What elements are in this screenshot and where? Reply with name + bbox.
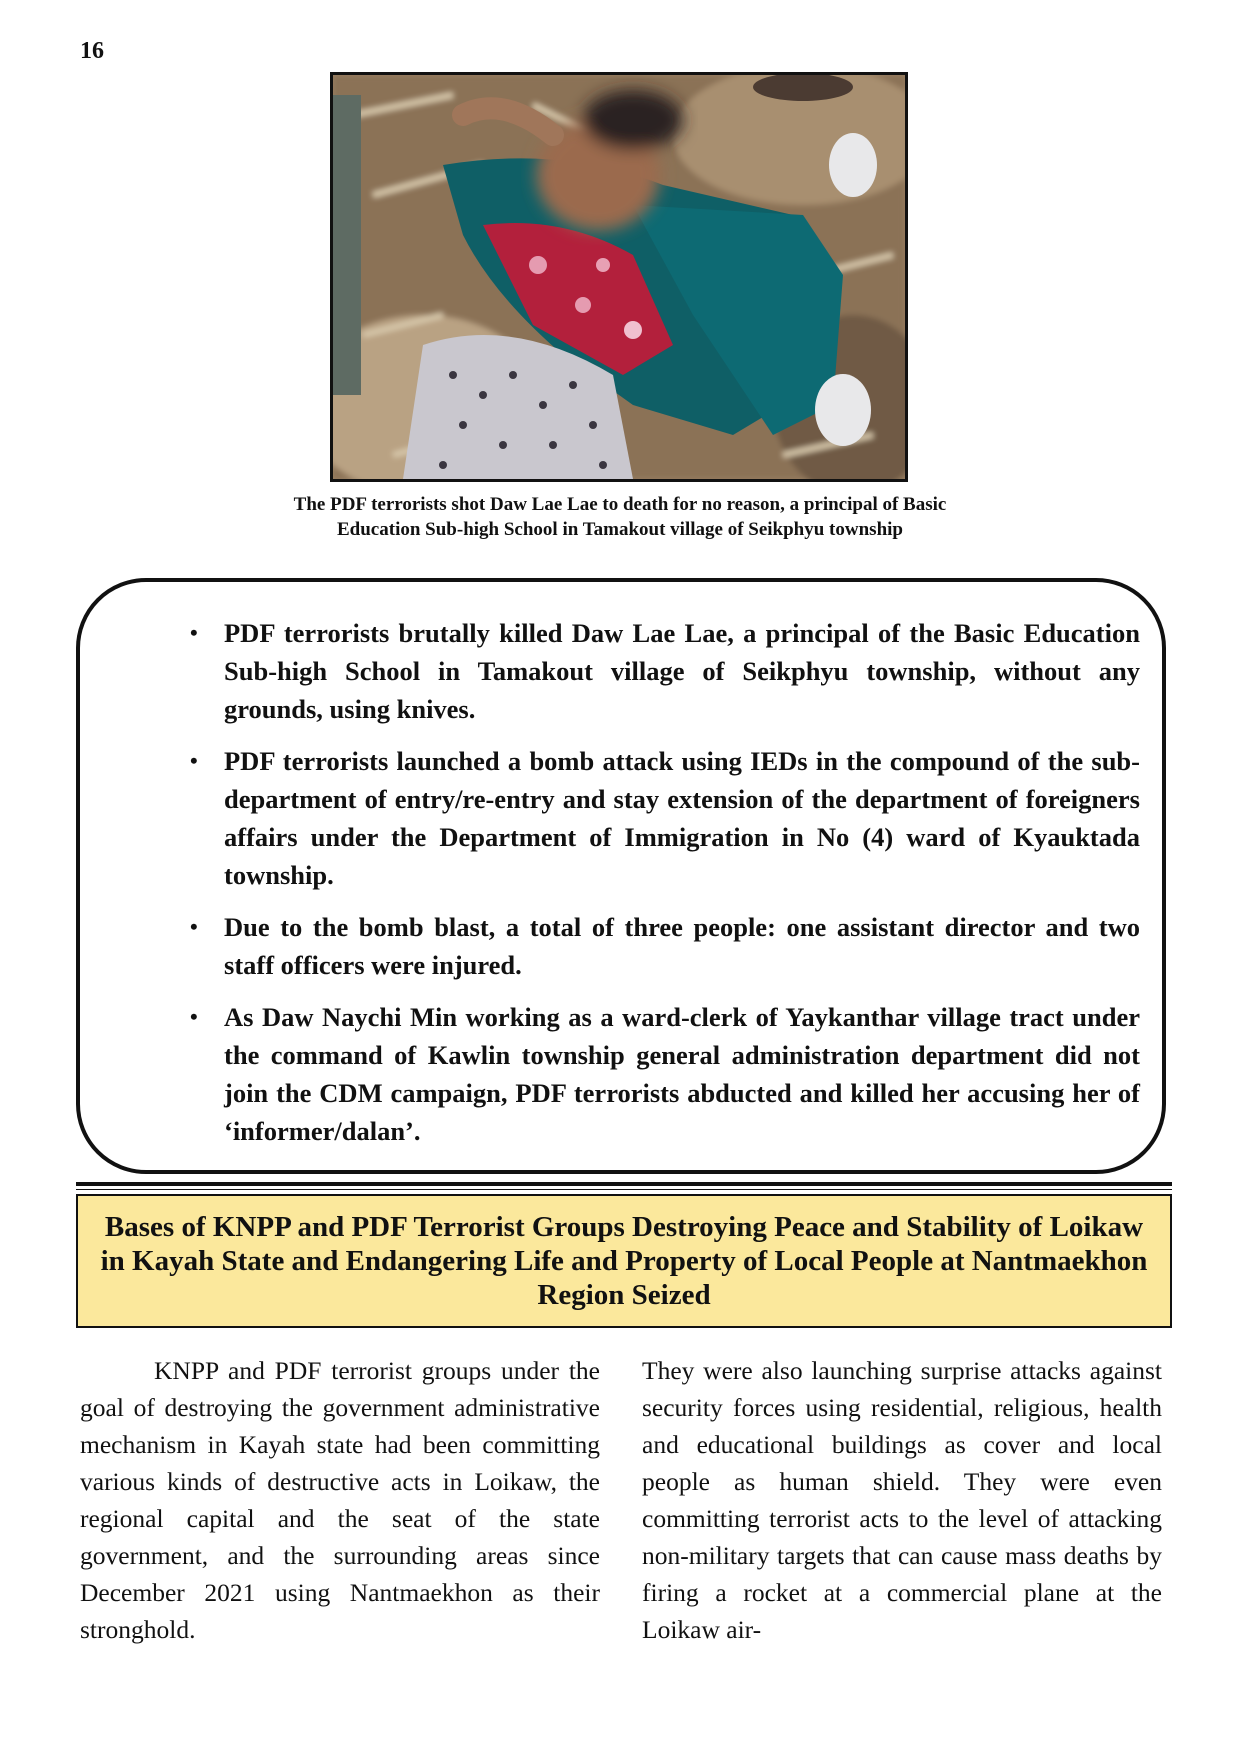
bullet-icon: • [190,748,198,773]
summary-list [108,614,1140,1164]
summary-item-text: As Daw Naychi Min working as a ward-clerk of Yaykanthar village tract under the command of Kawlin township general administration department did not join the CDM campaign, PDF terrorists abducted and killed her accusing her of ‘informer/dalan’. [224,1002,1140,1146]
summary-item [108,614,1140,728]
summary-item [108,908,1140,984]
section-divider-thin [76,1189,1172,1190]
section-divider-thick [76,1182,1172,1186]
summary-item [108,742,1140,894]
summary-item-text: PDF terrorists brutally killed Daw Lae Lae, a principal of the Basic Education Sub-high School in Tamakout village of Seikphyu township, without any grounds, using knives. [224,618,1140,724]
body-paragraph: KNPP and PDF terrorist groups under the goal of destroying the government administrative mechanism in Kayah state had been committing various kinds of destructive acts in Loikaw, the regional capital and the seat of the state government, and the surrounding areas since December 2021 using Nantmaekhon as their stronghold. [80,1356,600,1644]
page-number: 16 [80,38,104,64]
body-paragraph: They were also launching surprise attacks against security forces using residential, religious, health and educational buildings as cover and local people as human shield. They were even committing terrorist acts to the level of attacking non-military targets that can cause mass deaths by firing a rocket at a commercial plane at the Loikaw air- [642,1356,1162,1644]
summary-box [76,578,1166,1174]
bullet-icon: • [190,1004,198,1029]
summary-item-text: Due to the bomb blast, a total of three people: one assistant director and two staff officers were injured. [224,912,1140,980]
photo-caption: The PDF terrorists shot Daw Lae Lae to death for no reason, a principal of Basic Education Sub-high School in Tamakout village of Seikphyu township [293,494,947,540]
body-column-left [80,1352,600,1648]
summary-item [108,998,1140,1150]
section-heading-box [76,1194,1172,1328]
bullet-icon: • [190,914,198,939]
photo-blurred-victim-icon [333,75,905,479]
section-heading: Bases of KNPP and PDF Terrorist Groups Destroying Peace and Stability of Loikaw in Kayah State and Endangering Life and Property of Local People at Nantmaekhon Region Seized [100,1211,1148,1311]
body-column-right [642,1352,1162,1648]
summary-item-text: PDF terrorists launched a bomb attack using IEDs in the compound of the sub-department of entry/re-entry and stay extension of the department of foreigners affairs under the Department of Immigration in No (4) ward of Kyauktada township. [224,746,1140,890]
bullet-icon: • [190,620,198,645]
news-photo [330,72,908,482]
